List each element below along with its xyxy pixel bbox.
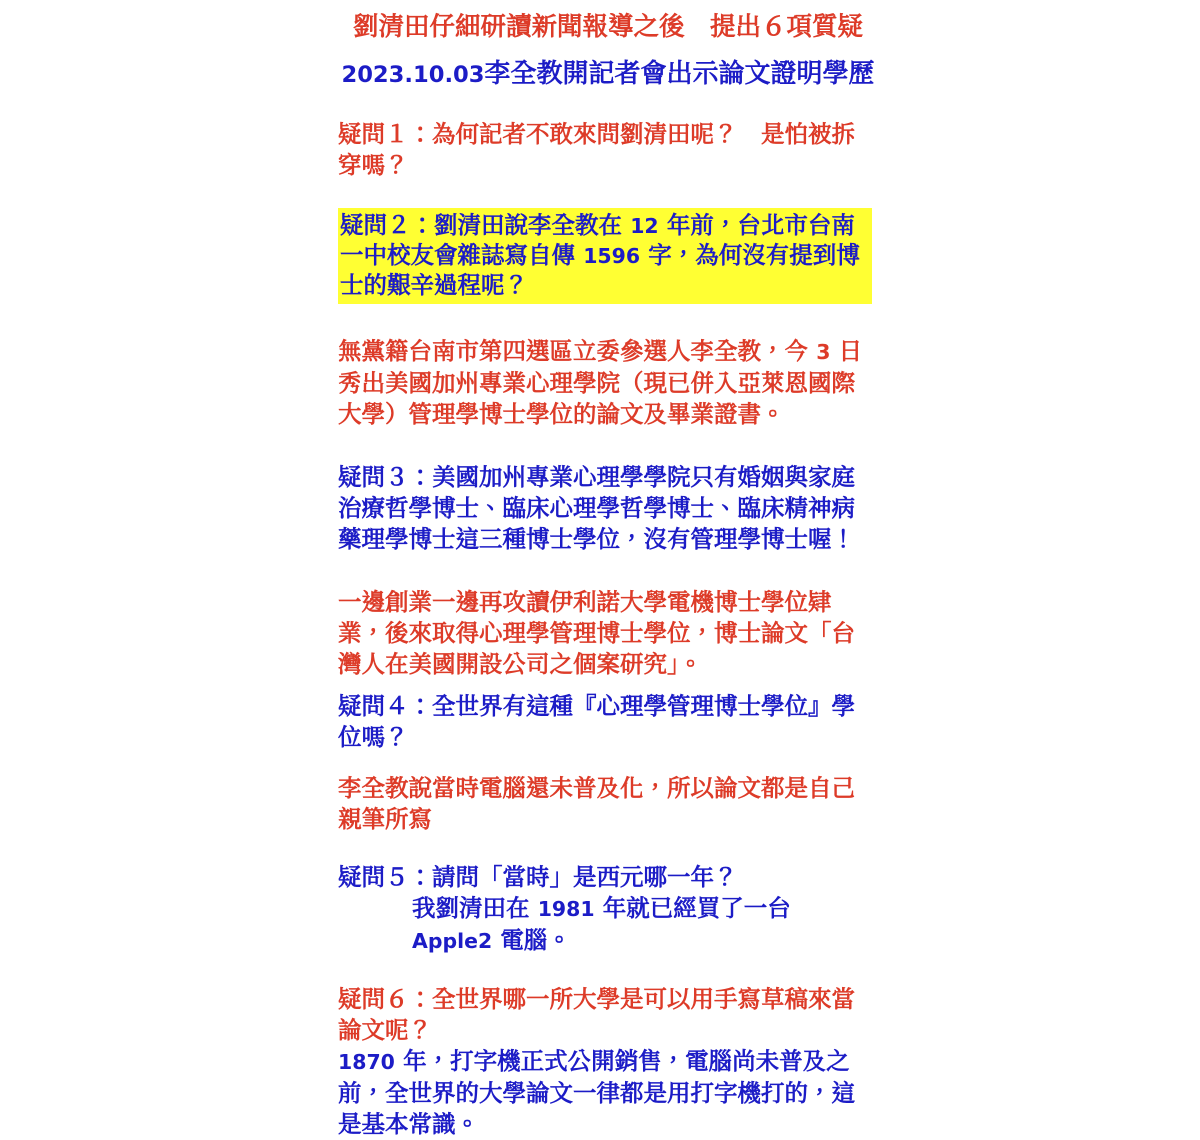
spacer <box>338 957 878 984</box>
page-title: 劉清田仔細研讀新聞報導之後 提出６項質疑 <box>352 12 863 42</box>
question-5-text-3: 電腦。 <box>492 926 571 954</box>
subtitle-text: 李全教開記者會出示論文證明學歷 <box>484 59 875 89</box>
paragraph-news-1-number-3: 3 <box>816 340 831 364</box>
spacer <box>338 181 878 208</box>
paragraph-news-1-text-2: 日秀出美國加州專業心理學院（現已併入亞萊恩國際大學）管理學博士學位的論文及畢業證書。 <box>338 337 863 428</box>
question-5-number-1981: 1981 <box>537 897 595 921</box>
spacer <box>338 430 878 462</box>
question-4: 疑問４：全世界有這種『心理學管理博士學位』學位嗎？ <box>338 692 855 751</box>
question-2-text-2: 年前，台北市台南一中校友會雜誌寫自傳 <box>340 211 855 269</box>
page-subtitle <box>338 57 878 92</box>
paragraph-news-3: 李全教說當時電腦還未普及化，所以論文都是自己親筆所寫 <box>338 774 855 833</box>
question-2 <box>340 211 870 300</box>
question-5-line-1: 疑問５：請問「當時」是西元哪一年？ <box>338 863 738 891</box>
spacer <box>338 555 878 587</box>
question-2-number-1596: 1596 <box>583 244 641 268</box>
paragraph-news-4 <box>338 1046 878 1140</box>
spacer <box>338 92 878 119</box>
spacer <box>338 680 878 691</box>
question-5-text-1: 我劉清田在 <box>412 894 538 922</box>
paragraph-news-4-number-1870: 1870 <box>338 1050 395 1074</box>
document-text-column <box>338 12 878 1140</box>
paragraph-news-2: 一邊創業一邊再攻讀伊利諾大學電機博士學位肄業，後來取得心理學管理博士學位，博士論文「台灣人在美國開設公司之個案研究」。 <box>338 588 855 678</box>
question-2-number-12: 12 <box>630 214 659 238</box>
paragraph-news-1-text-1: 無黨籍台南市第四選區立委參選人李全教，今 <box>338 337 817 365</box>
question-2-text-3: 字，為何沒有提到博士的艱辛過程呢？ <box>340 241 860 299</box>
paragraph-news-4-text-1: 年，打字機正式公開銷售，電腦尚未普及之前，全世界的大學論文一律都是用打字機打的，這是基本常識。 <box>338 1047 855 1138</box>
question-1: 疑問１：為何記者不敢來問劉清田呢？ 是怕被拆穿嗎？ <box>338 120 855 179</box>
spacer <box>338 835 878 862</box>
spacer <box>338 753 878 773</box>
subtitle-date: 2023.10.03 <box>341 62 485 88</box>
question-3: 疑問３：美國加州專業心理學學院只有婚姻與家庭治療哲學博士、臨床心理學哲學博士、臨床精神病藥理學博士這三種博士學位，沒有管理學博士喔！ <box>338 463 855 553</box>
question-5-product-apple2: Apple2 <box>412 929 493 953</box>
question-5-text-2: 年就已經買了一台 <box>594 894 791 922</box>
question-6: 疑問６：全世界哪一所大學是可以用手寫草稿來當論文呢？ <box>338 985 855 1044</box>
paragraph-news-1 <box>338 336 878 430</box>
question-5-line-2 <box>338 893 878 957</box>
question-2-text-1: 疑問２：劉清田說李全教在 <box>340 211 631 239</box>
spacer <box>338 304 878 336</box>
question-2-highlight <box>338 208 872 304</box>
